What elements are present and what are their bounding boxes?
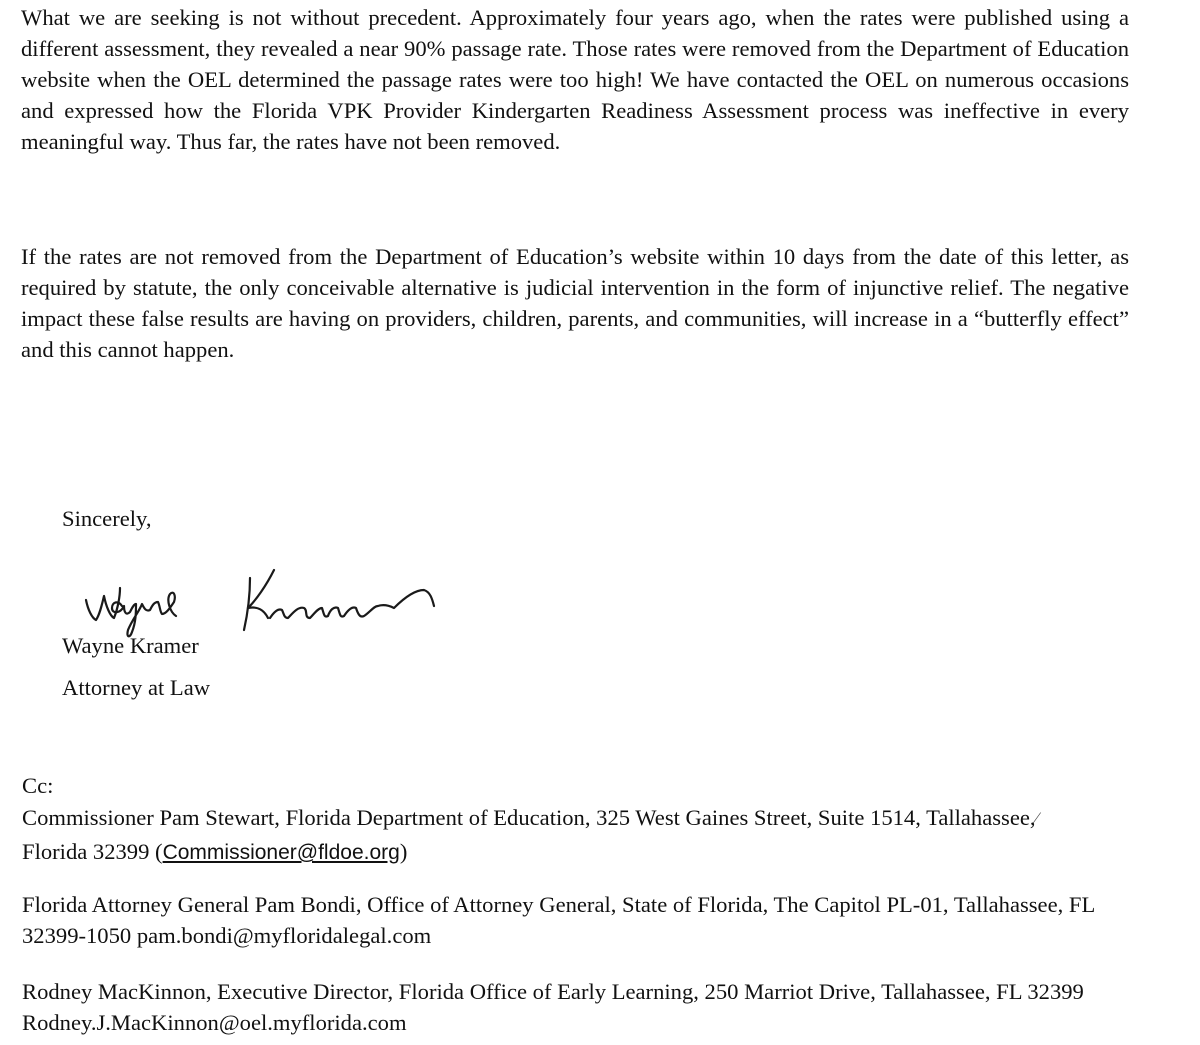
cc-entry-commissioner (22, 802, 1162, 868)
body-paragraph-precedent: What we are seeking is not without precedent. Approximately four years ago, when the rates were published using a different assessment, they revealed a near 90% passage rate. Those rates were removed from the Department of Education website when the OEL determined the passage rates were too high! We have contacted the OEL on numerous occasions and expressed how the Florida VPK Provider Kindergarten Readiness Assessment process was ineffective in every meaningful way. Thus far, the rates have not been removed. (21, 5, 1129, 154)
signer-name: Wayne Kramer (62, 633, 199, 658)
signer-title: Attorney at Law (62, 675, 211, 700)
cc-entry-commissioner-text: Commissioner Pam Stewart, Florida Department of Education, 325 West Gaines Street, Suite 1514, Tallahassee, (22, 805, 1036, 830)
closing-salutation: Sincerely, (62, 506, 152, 531)
cc-entry-commissioner-suffix: ) (399, 839, 408, 864)
cc-entry-early-learning: Rodney MacKinnon, Executive Director, Florida Office of Early Learning, 250 Marriot Drive, Tallahassee, FL 32399 Rodney.J.MacKinnon@oel.myflorida.com (22, 979, 1084, 1035)
cc-entry-attorney-general: Florida Attorney General Pam Bondi, Office of Attorney General, State of Florida, The Capitol PL-01, Tallahassee, FL 32399-1050 pam.bondi@myfloridalegal.com (22, 892, 1095, 948)
commissioner-email-link[interactable]: Commissioner@fldoe.org (162, 841, 400, 864)
body-paragraph-demand: If the rates are not removed from the Department of Education’s website within 10 days from the date of this letter, as required by statute, the only conceivable alternative is judicial intervention in the form of injunctive relief. The negative impact these false results are having on providers, children, parents, and communities, will increase in a “butterfly effect” and this cannot happen. (21, 244, 1129, 362)
stray-mark-icon: ⁄ (1035, 810, 1039, 827)
cc-label: Cc: (22, 773, 54, 798)
cc-entry-commissioner-prefix: Florida 32399 ( (22, 839, 163, 864)
